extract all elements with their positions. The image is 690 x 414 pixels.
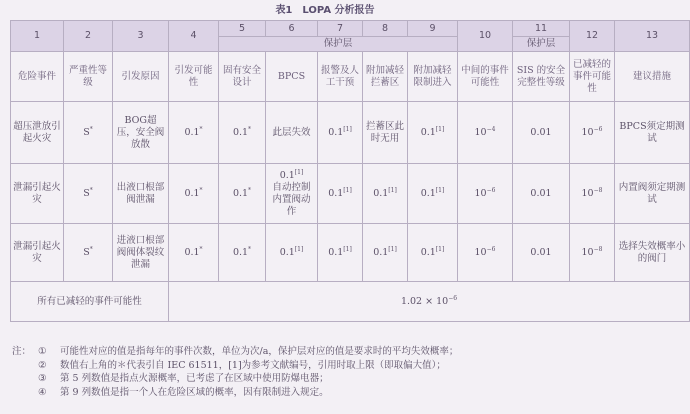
note-item [12,372,642,386]
cell-recommendation: BPCS须定期测试 [615,102,690,164]
cell-dike: 0.1[1] [363,164,408,224]
total-row [11,282,690,322]
cell-initiating: 0.1* [169,164,219,224]
total-value: $1.02 \times 10^{-6}$ [169,282,690,322]
cell-cause: BOG超压，安全阀放散 [113,102,169,164]
note-text: 可能性对应的值是指每年的事件次数，单位为次/a，保护层对应的值是要求时的平均失效概率； [60,346,459,357]
total-label: 所有已减轻的事件可能性 [11,282,169,322]
table-row [11,164,690,224]
cell-intermediate: $10^{-6}$ [458,224,513,282]
cell-restrict: 0.1[1] [408,164,458,224]
table-row [11,102,690,164]
col-number-5: 5 [219,21,266,37]
lopa-table [10,20,690,322]
col-header-event: 危险事件 [11,52,64,102]
col-header-intermediate: 中间的事件可能性 [458,52,513,102]
note-marker: ① [38,346,47,357]
col-number-12: 12 [570,21,615,52]
col-number-6: 6 [266,21,318,37]
col-number-2: 2 [64,21,113,52]
col-header-dike: 附加减轻拦蓄区 [363,52,408,102]
cell-recommendation: 选择失效概率小的阀门 [615,224,690,282]
note-item [12,345,642,359]
cell-severity: S* [64,224,113,282]
cell-severity: S* [64,102,113,164]
note-marker: ④ [38,386,47,398]
cell-cause: 进液口根部阀阀体裂纹泄漏 [113,224,169,282]
col-number-3: 3 [113,21,169,52]
cell-inherent: 0.1* [219,164,266,224]
cell-bpcs: 0.1[1] [266,224,318,282]
cell-alarm: 0.1[1] [318,102,363,164]
col-header-restrict: 附加减轻限制进入 [408,52,458,102]
col-number-11: 11 [513,21,570,37]
cell-sil: 0.01 [513,224,570,282]
cell-initiating: 0.1* [169,102,219,164]
note-text: 第 9 列数值是指一个人在危险区域的概率，因有限制进入规定。 [60,386,329,398]
notes [12,345,642,399]
cell-severity: S* [64,164,113,224]
col-header-mitigated: 已减轻的事件可能性 [570,52,615,102]
col-number-7: 7 [318,21,363,37]
cell-event: 泄漏引起火灾 [11,164,64,224]
col-header-cause: 引发原因 [113,52,169,102]
cell-recommendation: 内置阀须定期测试 [615,164,690,224]
protection-layer-group: 保护层 [219,37,458,52]
cell-sil: 0.01 [513,102,570,164]
note-marker: ② [38,359,47,371]
cell-intermediate: $10^{-4}$ [458,102,513,164]
cell-sil: 0.01 [513,164,570,224]
note-text: 数值右上角的＊代表引自 IEC 61511，[1]为参考文献编号，引用时取上限（即取偏大值）； [60,359,446,371]
cell-dike: 0.1[1] [363,224,408,282]
notes-prefix: 注： [12,346,32,357]
cell-dike: 拦蓄区此时无用 [363,102,408,164]
cell-inherent: 0.1* [219,102,266,164]
cell-intermediate: $10^{-6}$ [458,164,513,224]
col-header-severity: 严重性等级 [64,52,113,102]
col-number-9: 9 [408,21,458,37]
col-header-bpcs: BPCS [266,52,318,102]
cell-cause: 出液口根部阀泄漏 [113,164,169,224]
cell-inherent: 0.1* [219,224,266,282]
col-number-4: 4 [169,21,219,52]
cell-bpcs: 0.1[1] 自动控制内置阀动作 [266,164,318,224]
col-header-sil: SIS 的安全完整性等级 [513,52,570,102]
col-header-initiating: 引发可能性 [169,52,219,102]
cell-mitigated: $10^{-6}$ [570,102,615,164]
cell-mitigated: $10^{-8}$ [570,224,615,282]
col-number-8: 8 [363,21,408,37]
note-marker: ③ [38,373,47,384]
cell-mitigated: $10^{-8}$ [570,164,615,224]
col-number-13: 13 [615,21,690,52]
protection-layer-group-sis: 保护层 [513,37,570,52]
col-header-alarm: 报警及人工干预 [318,52,363,102]
table-title: 表1 LOPA 分析报告 [275,5,375,16]
cell-initiating: 0.1* [169,224,219,282]
table-row [11,224,690,282]
cell-event: 泄漏引起火灾 [11,224,64,282]
col-number-10: 10 [458,21,513,52]
cell-restrict: 0.1[1] [408,102,458,164]
col-header-inherent: 固有安全设计 [219,52,266,102]
cell-alarm: 0.1[1] [318,224,363,282]
col-header-recommendation: 建议措施 [615,52,690,102]
note-item [12,359,642,373]
cell-restrict: 0.1[1] [408,224,458,282]
cell-bpcs: 此层失效 [266,102,318,164]
note-text: 第 5 列数值是指点火源概率，已考虑了在区域中使用防爆电器； [60,373,329,384]
note-item [12,386,642,400]
cell-alarm: 0.1[1] [318,164,363,224]
col-number-1: 1 [11,21,64,52]
cell-event: 超压泄放引起火灾 [11,102,64,164]
